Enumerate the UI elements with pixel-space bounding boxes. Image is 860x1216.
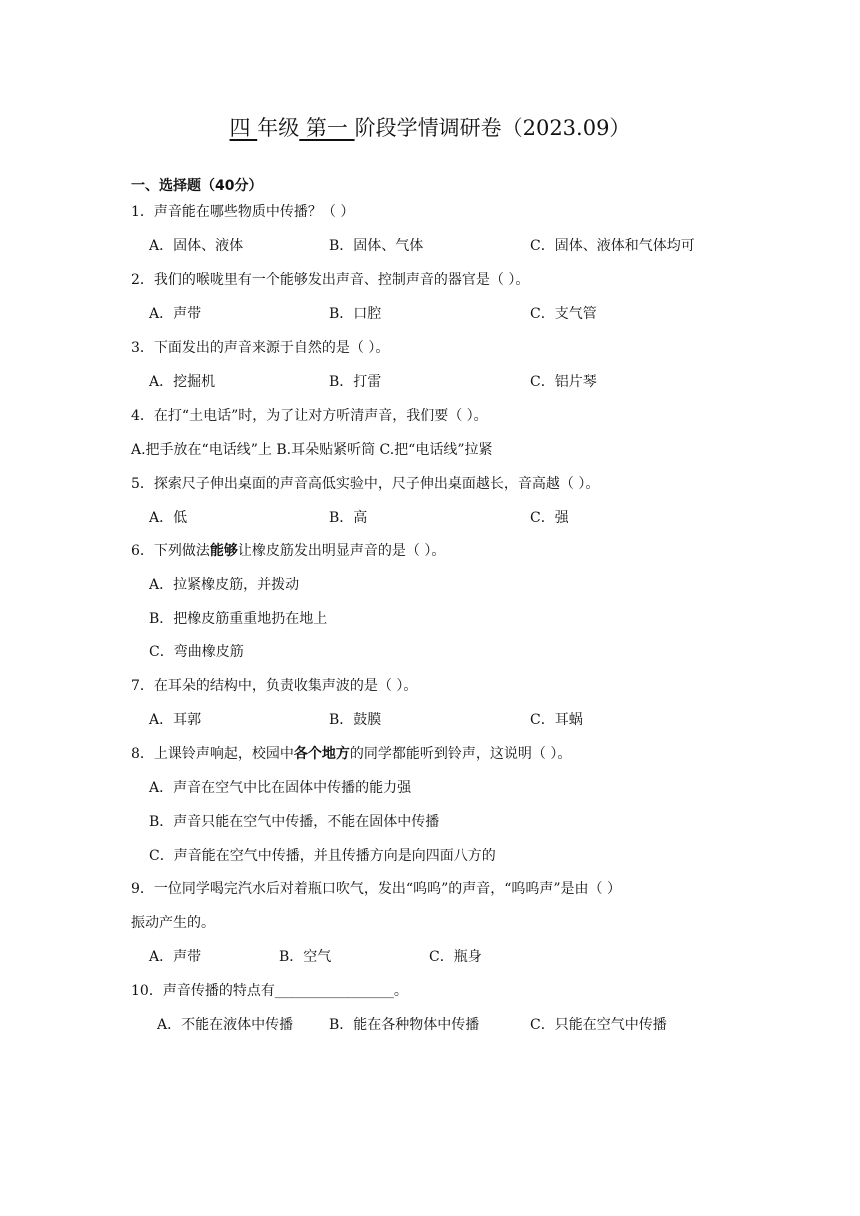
q5-option-b: B．高 xyxy=(329,510,368,526)
question-9: 9．一位同学喝完汽水后对着瓶口吹气，发出“呜呜”的声音，“呜呜声”是由（ ） xyxy=(131,881,621,897)
q1-option-a: A．固体、液体 xyxy=(149,238,244,254)
q6-option-b: B．把橡皮筋重重地扔在地上 xyxy=(149,611,328,627)
q8-option-b: B．声音只能在空气中传播，不能在固体中传播 xyxy=(149,814,440,830)
q9-option-a: A．声带 xyxy=(149,949,202,965)
q3-option-a: A．挖掘机 xyxy=(149,374,216,390)
stage-blank: 第一 xyxy=(299,116,355,140)
q8-option-c: C．声音能在空气中传播，并且传播方向是向四面八方的 xyxy=(149,848,496,864)
q10-option-a: A．不能在液体中传播 xyxy=(157,1017,294,1033)
q4-options: A.把手放在“电话线”上 B.耳朵贴紧听筒 C.把“电话线”拉紧 xyxy=(131,442,493,458)
q5-option-c: C．强 xyxy=(530,510,569,526)
q10-option-b: B．能在各种物体中传播 xyxy=(329,1017,480,1033)
question-6 xyxy=(131,541,445,561)
question-5: 5．探索尺子伸出桌面的声音高低实验中，尺子伸出桌面越长，音高越（ ）。 xyxy=(131,476,600,492)
q6-text-post: 让橡皮筋发出明显声音的是（ ）。 xyxy=(237,543,446,559)
question-10: 10．声音传播的特点有_________________。 xyxy=(131,983,408,999)
question-3: 3．下面发出的声音来源于自然的是（ ）。 xyxy=(131,340,390,356)
q9-option-b: B．空气 xyxy=(279,949,332,965)
q6-option-c: C．弯曲橡皮筋 xyxy=(149,644,244,660)
q5-option-a: A．低 xyxy=(149,510,188,526)
q2-option-c: C．支气管 xyxy=(530,306,597,322)
grade-label: 年级 xyxy=(257,116,300,140)
question-4: 4．在打“土电话”时，为了让对方听清声音，我们要（ ）。 xyxy=(131,408,488,424)
question-7: 7．在耳朵的结构中，负责收集声波的是（ ）。 xyxy=(131,678,418,694)
q2-option-a: A．声带 xyxy=(149,306,202,322)
q6-text-pre: 6．下列做法 xyxy=(131,543,210,559)
q7-option-c: C．耳蜗 xyxy=(530,712,583,728)
title-rest: 阶段学情调研卷（2023.09） xyxy=(354,116,631,140)
q8-text-post: 的同学都能听到铃声，这说明（ ）。 xyxy=(349,746,572,762)
q8-emphasis: 各个地方 xyxy=(293,746,350,762)
q3-option-b: B．打雷 xyxy=(329,374,382,390)
q9-option-c: C．瓶身 xyxy=(429,949,482,965)
q1-option-c: C．固体、液体和气体均可 xyxy=(530,238,695,254)
page-title xyxy=(0,113,860,143)
q7-option-b: B．鼓膜 xyxy=(329,712,382,728)
q2-option-b: B．口腔 xyxy=(329,306,382,322)
q7-option-a: A．耳郭 xyxy=(149,712,202,728)
grade-blank: 四 xyxy=(229,116,258,140)
section-heading: 一、选择题（40分） xyxy=(131,178,263,194)
question-8 xyxy=(131,744,571,764)
question-1: 1．声音能在哪些物质中传播？（ ） xyxy=(131,204,355,220)
q1-option-b: B．固体、气体 xyxy=(329,238,424,254)
q8-text-pre: 8．上课铃声响起，校园中 xyxy=(131,746,294,762)
q10-option-c: C．只能在空气中传播 xyxy=(530,1017,667,1033)
q6-option-a: A．拉紧橡皮筋，并拨动 xyxy=(149,577,300,593)
question-2: 2．我们的喉咙里有一个能够发出声音、控制声音的器官是（ ）。 xyxy=(131,272,530,288)
question-9-continued: 振动产生的。 xyxy=(131,915,215,931)
q6-emphasis: 能够 xyxy=(209,543,238,559)
q8-option-a: A．声音在空气中比在固体中传播的能力强 xyxy=(149,780,412,796)
q3-option-c: C．铝片琴 xyxy=(530,374,597,390)
